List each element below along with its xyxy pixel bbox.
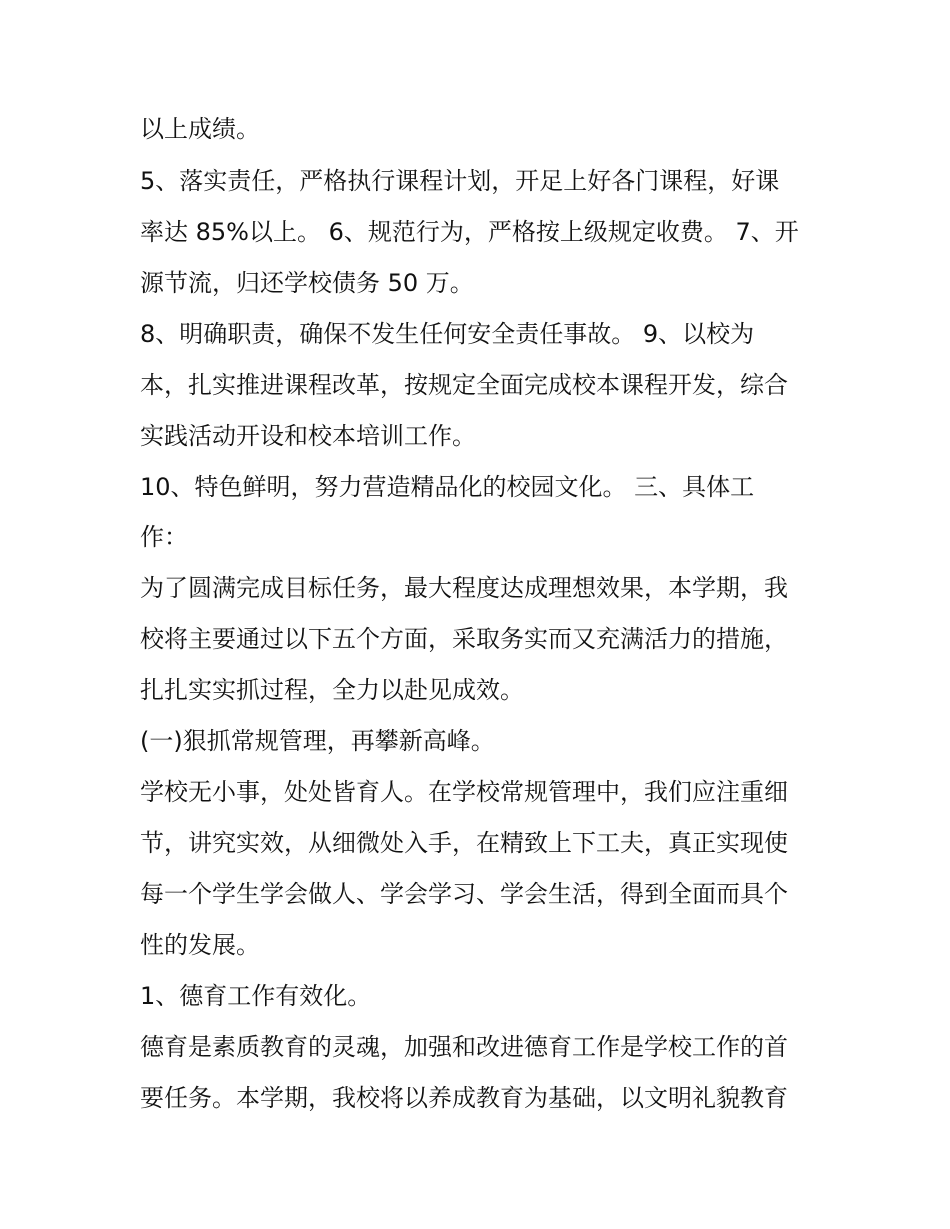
text-line: 作： <box>140 523 188 551</box>
text-line: 每一个学生学会做人、学会学习、学会生活，得到全面而具个 <box>140 880 788 908</box>
text-line: 为了圆满完成目标任务，最大程度达成理想效果，本学期，我 <box>140 574 788 602</box>
text-line: 8、明确职责，确保不发生任何安全责任事故。 9、以校为 <box>140 320 755 348</box>
text-line: 源节流，归还学校债务 50 万。 <box>140 269 474 297</box>
text-line: (一)狠抓常规管理，再攀新高峰。 <box>140 727 495 755</box>
text-line: 本，扎实推进课程改革，按规定全面完成校本课程开发，综合 <box>140 371 788 399</box>
text-line: 性的发展。 <box>140 931 260 959</box>
text-line: 校将主要通过以下五个方面，采取务实而又充满活力的措施， <box>140 625 788 653</box>
text-line: 学校无小事，处处皆育人。在学校常规管理中，我们应注重细 <box>140 778 788 806</box>
text-line: 以上成绩。 <box>140 115 260 143</box>
text-line: 德育是素质教育的灵魂，加强和改进德育工作是学校工作的首 <box>140 1033 788 1061</box>
text-line: 实践活动开设和校本培训工作。 <box>140 422 476 450</box>
text-line: 率达 85%以上。 6、规范行为，严格按上级规定收费。 7、开 <box>140 218 799 246</box>
text-line: 10、特色鲜明，努力营造精品化的校园文化。 三、具体工 <box>140 473 755 501</box>
text-line: 扎扎实实抓过程，全力以赴见成效。 <box>140 676 524 704</box>
text-line: 5、落实责任，严格执行课程计划，开足上好各门课程，好课 <box>140 167 780 195</box>
text-line: 1、德育工作有效化。 <box>140 982 372 1010</box>
text-line: 节，讲究实效，从细微处入手，在精致上下工夫，真正实现使 <box>140 829 788 857</box>
text-line: 要任务。本学期，我校将以养成教育为基础，以文明礼貌教育 <box>140 1084 788 1112</box>
